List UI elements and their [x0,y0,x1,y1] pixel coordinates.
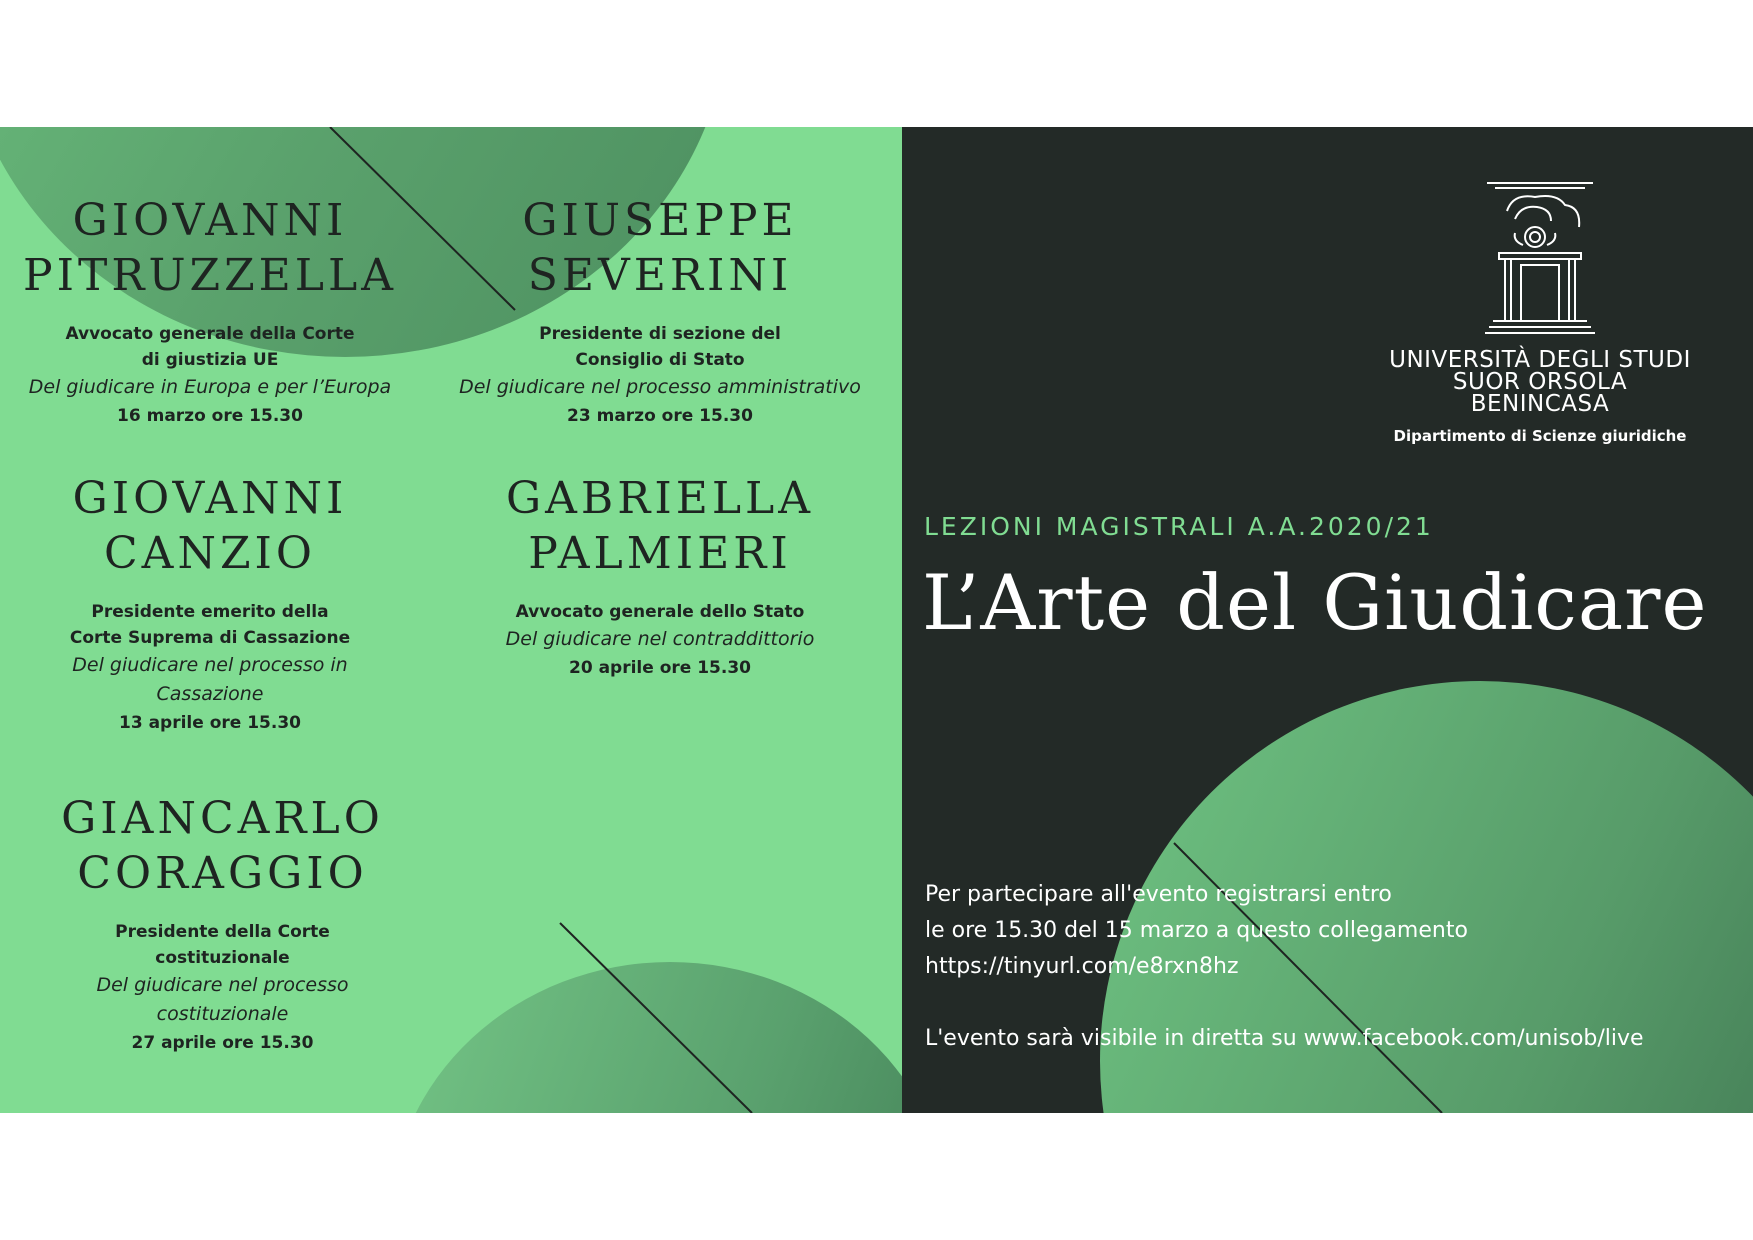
series-label: LEZIONI MAGISTRALI A.A.2020/21 [924,512,1434,541]
university-logo [1380,179,1700,445]
speaker-topic: Del giudicare nel processo amministrativo [459,376,861,398]
speaker-date: 23 marzo ore 15.30 [567,406,753,426]
speaker-card-palmieri [430,471,890,682]
speaker-role: Presidente di sezione del Consiglio di Stato [539,324,781,370]
university-name: UNIVERSITÀ DEGLI STUDI SUOR ORSOLA BENINCASA [1389,347,1691,417]
speaker-name: GIOVANNI PITRUZZELLA [22,195,398,301]
register-line: Per partecipare all'evento registrarsi entro [925,882,1392,907]
live-stream-info: L'evento sarà visibile in diretta su www.facebook.com/unisob/live [925,1026,1644,1051]
speaker-date: 13 aprile ore 15.30 [119,713,301,733]
speaker-name: GIUSEPPE SEVERINI [522,195,798,301]
speaker-date: 27 aprile ore 15.30 [131,1033,314,1053]
speaker-topic: Del giudicare nel contraddittorio [505,628,815,650]
speaker-topic: Del giudicare in Europa e per l’Europa [28,376,392,398]
event-title: L’Arte del Giudicare [922,558,1708,647]
speaker-card-coraggio [20,791,425,1057]
speaker-role: Presidente della Corte costituzionale [115,922,330,968]
register-line: le ore 15.30 del 15 marzo a questo collegamento [925,918,1468,943]
speaker-topic: Del giudicare nel processo in Cassazione [72,654,348,705]
speaker-name: GIANCARLO CORAGGIO [61,793,384,899]
building-portal-icon [1485,179,1595,339]
speaker-name: GABRIELLA PALMIERI [505,473,815,579]
speaker-date: 16 marzo ore 15.30 [117,406,303,426]
event-info [925,877,1644,1057]
department-name: Dipartimento di Scienze giuridiche [1393,427,1687,445]
poster [0,127,1753,1113]
speakers-panel [0,127,902,1113]
speaker-card-severini [430,193,890,430]
speaker-date: 20 aprile ore 15.30 [569,658,751,678]
speaker-card-pitruzzella [10,193,410,430]
speaker-role: Presidente emerito della Corte Suprema di Cassazione [69,602,351,648]
speaker-card-canzio [10,471,410,737]
speaker-topic: Del giudicare nel processo costituzionale [96,974,349,1025]
speaker-name: GIOVANNI CANZIO [72,473,348,579]
speaker-role: Avvocato generale dello Stato [515,602,805,622]
speaker-role: Avvocato generale della Corte di giustizia UE [65,324,355,370]
registration-link[interactable]: https://tinyurl.com/e8rxn8hz [925,954,1239,979]
